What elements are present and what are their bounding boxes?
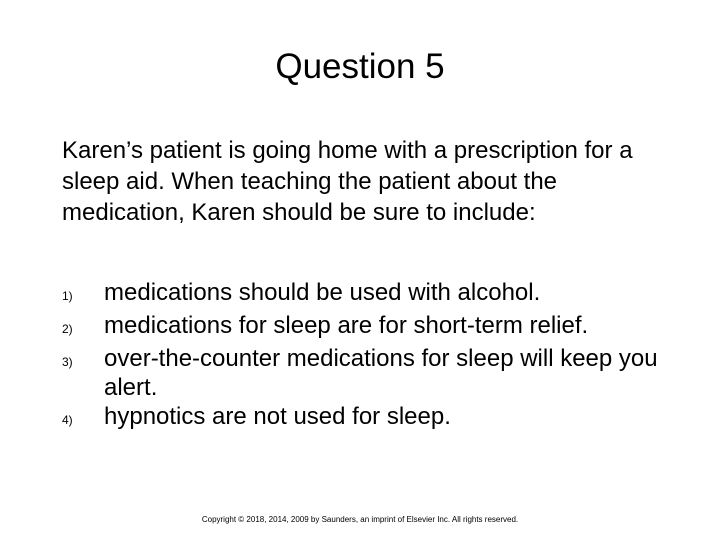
option-number: 4) (62, 413, 73, 427)
option-text: medications should be used with alcohol. (104, 279, 541, 306)
slide-title: Question 5 (275, 47, 445, 86)
question-stem: Karen’s patient is going home with a prescription for a sleep aid. When teaching the patient about the medication, Karen should be sure to include: (62, 137, 633, 226)
option-number: 2) (62, 322, 73, 336)
answer-options-list (62, 278, 692, 435)
answer-option-3 (62, 344, 692, 402)
option-text: medications for sleep are for short-term relief. (104, 312, 589, 339)
copyright-notice: Copyright © 2018, 2014, 2009 by Saunders, an imprint of Elsevier Inc. All rights reserved. (201, 515, 519, 524)
answer-option-1 (62, 278, 692, 311)
option-number: 1) (62, 289, 73, 303)
option-number: 3) (62, 355, 73, 369)
answer-option-2 (62, 311, 692, 344)
answer-option-4 (62, 402, 692, 435)
option-text: hypnotics are not used for sleep. (104, 403, 451, 430)
option-text: over-the-counter medications for sleep will keep you alert. (104, 345, 658, 401)
